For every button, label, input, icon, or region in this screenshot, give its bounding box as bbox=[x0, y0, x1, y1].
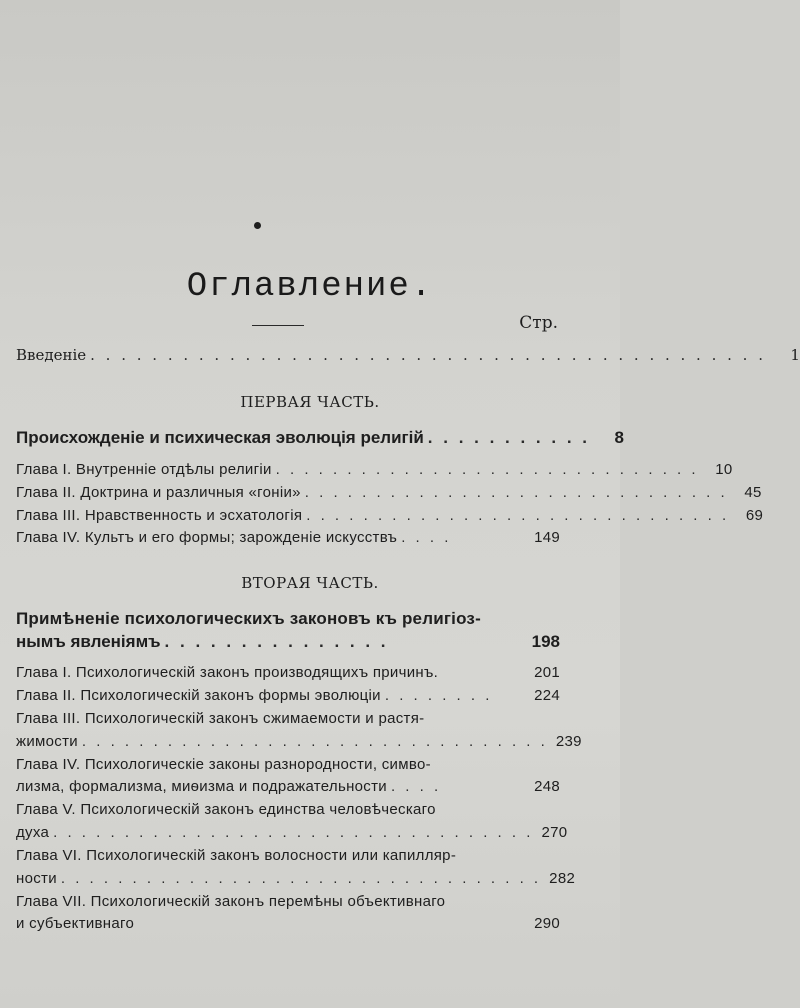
toc-entry-page: 290 bbox=[534, 915, 560, 932]
dot-leader: . . . . . . . . . . . . . . . . . . . . . . . . . . . . . . . . . . bbox=[53, 824, 534, 841]
part2-heading: ВТОРАЯ ЧАСТЬ. bbox=[241, 574, 379, 592]
toc-chapter-line1: Глава VI. Психологическій законъ волосности или капилляр- bbox=[16, 847, 457, 864]
toc-entry-page: 282 bbox=[549, 870, 576, 887]
page-column-label: Стр. bbox=[519, 313, 558, 333]
dot-leader: . . . . . . . . . . . . . . . . . . . . . . . . . . . . . . . . . bbox=[81, 733, 548, 750]
toc-chapter-line1: Глава IV. Психологическіе законы разнородности, симво- bbox=[16, 756, 431, 773]
toc-entry-label: Глава I. Психологическій законъ производящихъ причинъ. bbox=[16, 664, 439, 681]
toc-chapter-line1: Глава VII. Психологическій законъ перемѣны объективнаго bbox=[16, 893, 446, 910]
toc-entry-label: и субъективнаго bbox=[16, 915, 135, 932]
toc-chapter bbox=[16, 461, 733, 478]
page-title: Оглавление. bbox=[186, 268, 434, 306]
toc-chapter bbox=[16, 664, 560, 681]
toc-entry-page: 270 bbox=[541, 824, 568, 841]
toc-entry-label: Глава II. Доктрина и различныя «гоніи» bbox=[16, 484, 301, 501]
dot-leader: . . . . . . . . bbox=[384, 687, 493, 704]
toc-section-part2-line1: Примѣненіе психологическихъ законовъ къ религіоз- bbox=[16, 609, 481, 628]
dot-leader: . . . . . . . . . . . . . . . . . . . . . . . . . . . . . . . . . . . . . . . . . . . . bbox=[90, 346, 766, 364]
toc-entry-page: 8 bbox=[614, 428, 624, 447]
toc-chapter bbox=[16, 687, 560, 704]
toc-chapter-line1: Глава III. Психологическій законъ сжимаемости и растя- bbox=[16, 710, 425, 727]
toc-entry-page: 69 bbox=[745, 507, 764, 524]
toc-chapter bbox=[16, 733, 582, 750]
toc-entry-label: лизма, формализма, миѳизма и подражательности bbox=[16, 778, 387, 795]
toc-entry-label: Введеніе bbox=[16, 346, 87, 364]
toc-chapter bbox=[16, 778, 560, 795]
dot-leader: . . . . bbox=[390, 778, 442, 795]
dot-leader: . . . . . . . . . . . bbox=[427, 428, 590, 447]
toc-chapter bbox=[16, 824, 568, 841]
toc-entry-label: Глава III. Нравственность и эсхатологія bbox=[16, 507, 303, 524]
part1-heading: ПЕРВАЯ ЧАСТЬ. bbox=[240, 393, 380, 411]
toc-entry-label: нымъ явленіямъ bbox=[16, 632, 161, 651]
toc-entry-label: жимости bbox=[16, 733, 78, 750]
toc-chapter bbox=[16, 529, 560, 546]
toc-entry-label: духа bbox=[16, 824, 50, 841]
toc-entry-page: 1 bbox=[790, 346, 800, 364]
toc-entry-page: 248 bbox=[534, 778, 560, 795]
print-dot bbox=[254, 222, 261, 229]
dot-leader: . . . . . . . . . . . . . . . . . . . . . . . . . . . . . . bbox=[275, 461, 699, 478]
toc-chapter bbox=[16, 484, 762, 501]
toc-entry-page: 201 bbox=[534, 664, 560, 681]
dot-leader: . . . . . . . . . . . . . . . . . . . . . . . . . . . . . . bbox=[306, 507, 730, 524]
toc-chapter bbox=[16, 507, 764, 524]
toc-chapter bbox=[16, 915, 560, 932]
toc-entry-label: Происхожденіе и психическая эволюція религій bbox=[16, 428, 424, 447]
toc-section-part1 bbox=[16, 428, 624, 448]
toc-entry-label: ности bbox=[16, 870, 57, 887]
toc-entry-label: Глава II. Психологическій законъ формы эволюціи bbox=[16, 687, 381, 704]
toc-entry-page: 45 bbox=[744, 484, 762, 501]
toc-entry-page: 224 bbox=[534, 687, 560, 704]
dot-leader: . . . . bbox=[401, 529, 452, 546]
toc-chapter-line1: Глава V. Психологическій законъ единства человѣческаго bbox=[16, 801, 436, 818]
dot-leader: . . . . . . . . . . . . . . . . . . . . . . . . . . . . . . bbox=[304, 484, 728, 501]
toc-entry-page: 149 bbox=[534, 529, 560, 546]
toc-entry-intro bbox=[16, 346, 800, 364]
toc-entry-page: 239 bbox=[555, 733, 582, 750]
toc-chapter bbox=[16, 870, 576, 887]
toc-section-part2 bbox=[16, 632, 560, 652]
title-rule bbox=[252, 325, 304, 326]
toc-entry-label: Глава I. Внутренніе отдѣлы религіи bbox=[16, 461, 272, 478]
toc-entry-page: 10 bbox=[715, 461, 733, 478]
toc-entry-page: 198 bbox=[531, 632, 560, 651]
toc-entry-label: Глава IV. Культъ и его формы; зарожденіе искусствъ bbox=[16, 529, 398, 546]
dot-leader: . . . . . . . . . . . . . . . bbox=[164, 632, 389, 651]
dot-leader: . . . . . . . . . . . . . . . . . . . . . . . . . . . . . . . . . . bbox=[60, 870, 542, 887]
